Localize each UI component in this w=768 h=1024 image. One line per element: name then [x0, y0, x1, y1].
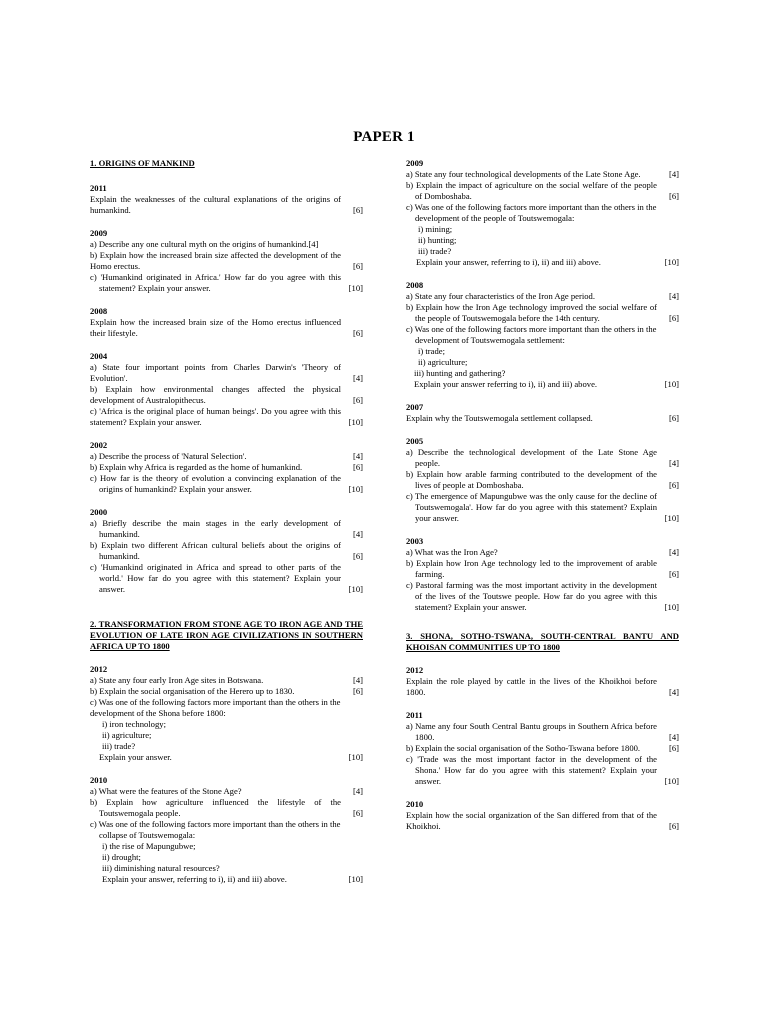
marks: [10] [348, 484, 363, 494]
question [90, 462, 363, 473]
marks: [4] [668, 732, 679, 742]
question-text: Explain the weaknesses of the cultural explanations of the origins of humankind. [90, 194, 341, 215]
marks: [4] [352, 451, 363, 461]
year-heading: 2009 [406, 158, 424, 168]
question-text: c) Was one of the following factors more important than the others in the development of Toutswemogala settlement: [406, 324, 657, 345]
question [406, 721, 679, 743]
question [90, 406, 363, 428]
marks: [10] [664, 379, 679, 389]
section-heading-transformation: 2. TRANSFORMATION FROM STONE AGE TO IRON AGE AND THE EVOLUTION OF LATE IRON AGE CIVILIZATIONS IN SOUTHERN AFRICA UP TO 1800 [90, 619, 363, 651]
marks: [10] [664, 776, 679, 786]
question [90, 819, 363, 841]
question [406, 547, 679, 558]
question [406, 676, 679, 698]
question-text: Explain how the social organization of the San differed from that of the Khoikhoi. [406, 810, 657, 831]
year-heading: 2012 [406, 665, 424, 675]
marks: [4] [668, 458, 679, 468]
marks: [6] [668, 569, 679, 579]
question [406, 558, 679, 580]
question-text: c) Was one of the following factors more important than the others in the development of the Shona before 1800: [90, 697, 341, 718]
question-text: b) Explain the impact of agriculture on the social welfare of the people of Domboshaba. [406, 180, 657, 201]
question-text: Explain why the Toutswemogala settlement collapsed. [406, 413, 593, 423]
question-text: c) How far is the theory of evolution a convincing explanation of the origins of humankind? Explain your answer. [90, 473, 341, 494]
question-text: c) 'Africa is the original place of human beings'. Do you agree with this statement? Explain your answer. [90, 406, 341, 427]
marks: [10] [664, 602, 679, 612]
question-text: b) Explain two different African cultural beliefs about the origins of humankind. [90, 540, 341, 561]
question [90, 194, 363, 216]
option-item: i) trade; [418, 346, 445, 356]
question-text: b) Explain how agriculture influenced the lifestyle of the Toutswemogala people. [90, 797, 341, 818]
question-text: a) Describe any one cultural myth on the origins of humankind.[4] [90, 239, 319, 249]
year-heading: 2010 [90, 775, 108, 785]
option-item: ii) agriculture; [418, 357, 468, 367]
marks: [4] [668, 291, 679, 301]
marks: [10] [348, 874, 363, 884]
question [90, 697, 363, 719]
option-item: iii) hunting and gathering? [414, 368, 506, 378]
marks: [10] [348, 752, 363, 762]
question [90, 675, 363, 686]
year-heading: 2004 [90, 351, 108, 361]
option-item: i) mining; [418, 224, 453, 234]
question [90, 518, 363, 540]
question [90, 384, 363, 406]
question-text: a) What were the features of the Stone Age? [90, 786, 242, 796]
marks: [6] [352, 808, 363, 818]
marks: [4] [352, 786, 363, 796]
page-title: PAPER 1 [353, 129, 415, 145]
question-text: a) State any four early Iron Age sites in Botswana. [90, 675, 264, 685]
option-item: iii) trade? [418, 246, 452, 256]
question [406, 447, 679, 469]
marks: [10] [348, 283, 363, 293]
question [406, 291, 679, 302]
marks: [6] [668, 313, 679, 323]
question-text: b) Explain how Iron Age technology led to the improvement of arable farming. [406, 558, 657, 579]
year-heading: 2000 [90, 507, 108, 517]
question [406, 302, 679, 324]
question-text: Explain your answer referring to i), ii) and iii) above. [414, 379, 598, 389]
section-heading-origins: 1. ORIGINS OF MANKIND [90, 158, 195, 168]
option-item: iii) diminishing natural resources? [102, 863, 220, 873]
marks: [10] [664, 257, 679, 267]
question [90, 540, 363, 562]
question [90, 451, 363, 462]
question [406, 379, 679, 390]
marks: [6] [352, 328, 363, 338]
question [90, 239, 363, 250]
question-text: Explain your answer. [99, 752, 172, 762]
question-text: Explain how the increased brain size of the Homo erectus influenced their lifestyle. [90, 317, 341, 338]
question-text: a) State any four technological developments of the Late Stone Age. [406, 169, 641, 179]
question-text: b) Explain how arable farming contributed to the development of the lives of people at Domboshaba. [406, 469, 657, 490]
question-text: b) Explain how the Iron Age technology improved the social welfare of the people of Toutswemogala before the 14th century. [406, 302, 657, 323]
option-item: i) the rise of Mapungubwe; [102, 841, 196, 851]
question [406, 580, 679, 613]
question [90, 562, 363, 595]
question [90, 317, 363, 339]
question-text: c) Was one of the following factors more important than the others in the collapse of Toutswemogala: [90, 819, 341, 840]
question-text: c) 'Humankind originated in Africa and spread to other parts of the world.' How far do you agree with this statement? Explain your answer. [90, 562, 341, 594]
question-text: a) State any four characteristics of the Iron Age period. [406, 291, 595, 301]
section-heading-communities: 3. SHONA, SOTHO-TSWANA, SOUTH-CENTRAL BANTU AND KHOISAN COMMUNITIES UP TO 1800 [406, 631, 679, 652]
year-heading: 2010 [406, 799, 424, 809]
year-heading: 2007 [406, 402, 424, 412]
question [90, 250, 363, 272]
marks: [6] [668, 413, 679, 423]
question [406, 202, 679, 224]
question-text: b) Explain how the increased brain size affected the development of the Homo erectus. [90, 250, 341, 271]
question [90, 786, 363, 797]
question-text: c) The emergence of Mapungubwe was the only cause for the decline of Toutswemogala'. How far do you agree with this statement? Explain your answer. [406, 491, 657, 523]
marks: [6] [668, 743, 679, 753]
question-text: b) Explain the social organisation of the Sotho-Tswana before 1800. [406, 743, 641, 753]
year-heading: 2008 [406, 280, 424, 290]
question-text: a) Name any four South Central Bantu groups in Southern Africa before 1800. [406, 721, 657, 742]
question-text: Explain your answer, referring to i), ii) and iii) above. [416, 257, 601, 267]
question [406, 257, 679, 268]
marks: [10] [348, 417, 363, 427]
option-item: iii) trade? [102, 741, 136, 751]
question-text: a) State four important points from Charles Darwin's 'Theory of Evolution'. [90, 362, 341, 383]
question [406, 743, 679, 754]
question-text: c) Was one of the following factors more important than the others in the development of the people of Toutswemogala: [406, 202, 657, 223]
year-heading: 2009 [90, 228, 108, 238]
question-text: a) Briefly describe the main stages in the early development of humankind. [90, 518, 341, 539]
question-text: b) Explain how environmental changes affected the physical development of Australopithecus. [90, 384, 341, 405]
question-text: c) Pastoral farming was the most important activity in the development of the lives of the Toutswe people. How far do you agree with this statement? Explain your answer. [406, 580, 657, 612]
marks: [6] [352, 686, 363, 696]
marks: [4] [352, 529, 363, 539]
question-text: Explain the role played by cattle in the lives of the Khoikhoi before 1800. [406, 676, 657, 697]
marks: [4] [668, 547, 679, 557]
marks: [6] [352, 395, 363, 405]
left-column [90, 158, 363, 885]
option-item: ii) hunting; [418, 235, 457, 245]
right-column [406, 158, 679, 832]
option-item: i) iron technology; [102, 719, 166, 729]
question-text: Explain your answer, referring to i), ii) and iii) above. [102, 874, 287, 884]
marks: [10] [348, 584, 363, 594]
question [406, 469, 679, 491]
year-heading: 2008 [90, 306, 108, 316]
option-item: ii) drought; [102, 852, 141, 862]
marks: [6] [668, 821, 679, 831]
year-heading: 2003 [406, 536, 424, 546]
marks: [6] [352, 261, 363, 271]
marks: [6] [668, 191, 679, 201]
marks: [10] [664, 513, 679, 523]
question [406, 413, 679, 424]
question [406, 324, 679, 346]
question [90, 362, 363, 384]
marks: [4] [352, 373, 363, 383]
question-text: a) What was the Iron Age? [406, 547, 498, 557]
question-text: b) Explain the social organisation of the Herero up to 1830. [90, 686, 295, 696]
marks: [6] [352, 462, 363, 472]
question [406, 810, 679, 832]
year-heading: 2012 [90, 664, 108, 674]
question [90, 797, 363, 819]
question [90, 272, 363, 294]
question [406, 180, 679, 202]
year-heading: 2005 [406, 436, 424, 446]
question-text: b) Explain why Africa is regarded as the home of humankind. [90, 462, 303, 472]
marks: [6] [352, 551, 363, 561]
marks: [6] [668, 480, 679, 490]
year-heading: 2011 [90, 183, 107, 193]
question [90, 874, 363, 885]
year-heading: 2002 [90, 440, 108, 450]
question [90, 752, 363, 763]
question [90, 686, 363, 697]
marks: [6] [352, 205, 363, 215]
marks: [4] [668, 687, 679, 697]
question-text: a) Describe the technological development of the Late Stone Age people. [406, 447, 657, 468]
question [90, 473, 363, 495]
year-heading: 2011 [406, 710, 423, 720]
question-text: c) 'Trade was the most important factor in the development of the Shona.' How far do you agree with this statement? Explain your answer. [406, 754, 657, 786]
question [406, 169, 679, 180]
question [406, 491, 679, 524]
question-text: a) Describe the process of 'Natural Selection'. [90, 451, 247, 461]
question [406, 754, 679, 787]
option-item: ii) agriculture; [102, 730, 152, 740]
question-text: c) 'Humankind originated in Africa.' How far do you agree with this statement? Explain your answer. [90, 272, 341, 293]
marks: [4] [352, 675, 363, 685]
marks: [4] [668, 169, 679, 179]
